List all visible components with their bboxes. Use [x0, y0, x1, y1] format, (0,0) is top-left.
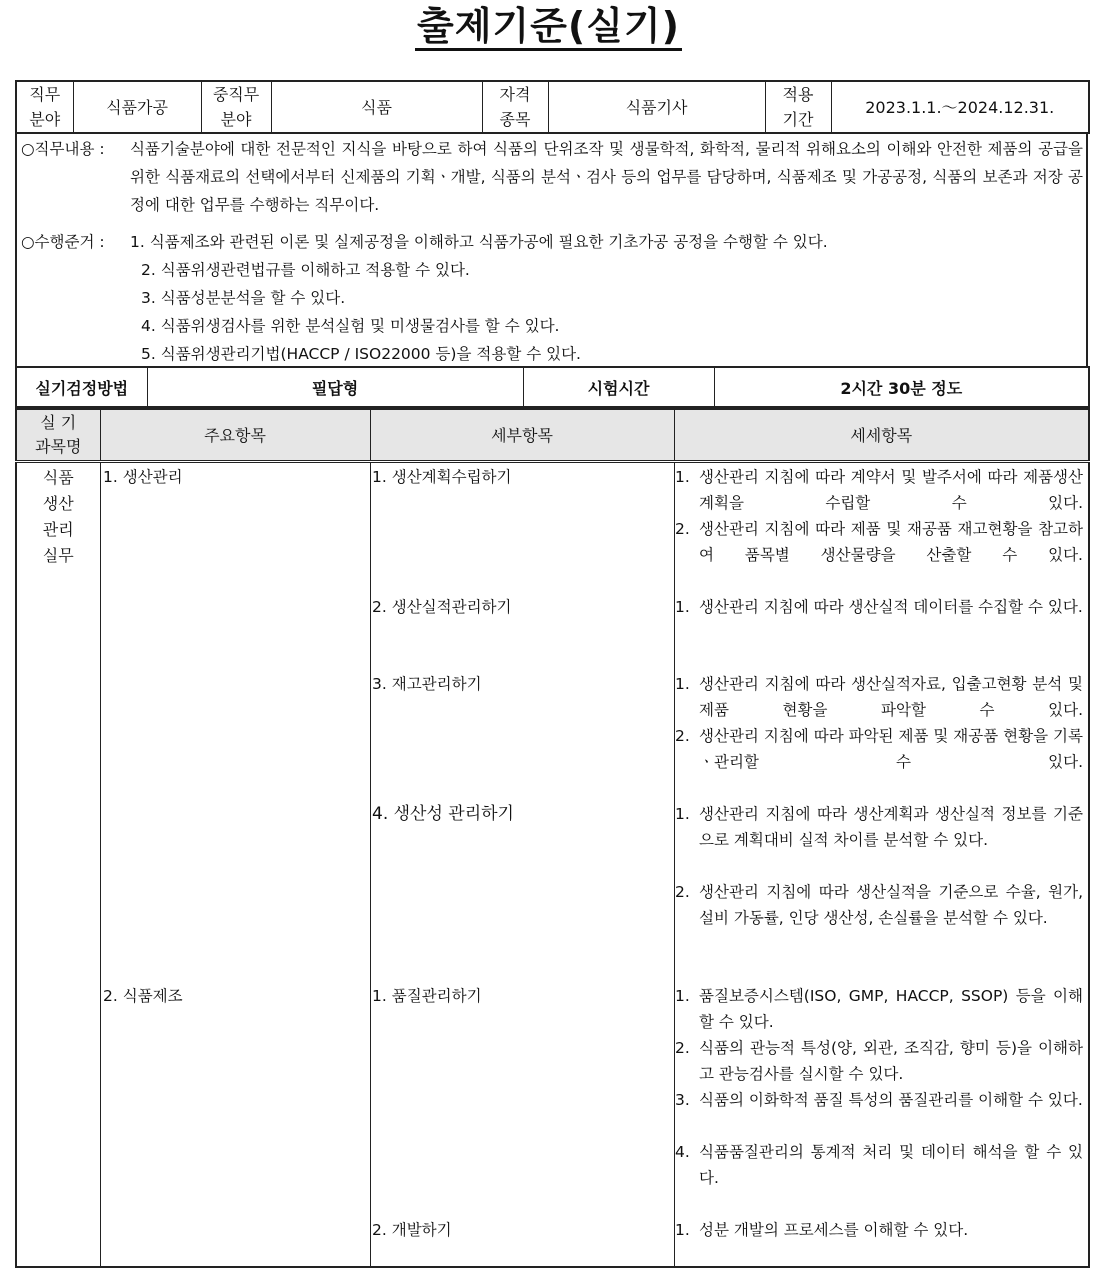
detail-item: 1. 품질보증시스템(ISO, GMP, HACCP, SSOP) 등을 이해할 수 있다. — [675, 987, 1083, 1031]
duty-content — [21, 135, 1083, 219]
detail-col — [674, 461, 1089, 1267]
detail-item: 2. 생산관리 지침에 따라 파악된 제품 및 재공품 현황을 기록ㆍ관리할 수 있다. — [675, 727, 1083, 771]
time-value: 2시간 30분 정도 — [714, 367, 1089, 407]
job-field-value: 식품가공 — [73, 81, 201, 133]
method-label: 실기검정방법 — [16, 367, 147, 407]
detail-item: 2. 생산관리 지침에 따라 생산실적을 기준으로 수율, 원가, 설비 가동률, 인당 생산성, 손실률을 분석할 수 있다. — [675, 883, 1083, 927]
detail-item: 2. 생산관리 지침에 따라 제품 및 재공품 재고현황을 참고하여 품목별 생산물량을 산출할 수 있다. — [675, 520, 1083, 564]
detail-item: 1. 생산관리 지침에 따라 생산실적자료, 입출고현황 분석 및 제품 현황을 파악할 수 있다. — [675, 675, 1083, 719]
detail-item: 3. 식품의 이화학적 품질 특성의 품질관리를 이해할 수 있다. — [675, 1091, 1083, 1109]
subject-name: 식품 생산 관리 실무 — [16, 461, 100, 1267]
detail-item: 4. 식품품질관리의 통계적 처리 및 데이터 해석을 할 수 있다. — [675, 1143, 1083, 1187]
criteria-item-1: 1. 식품제조와 관련된 이론 및 실제공정을 이해하고 식품가공에 필요한 기초가공 공정을 수행할 수 있다. — [130, 233, 828, 251]
main-col — [100, 461, 370, 1267]
duty-label: ○직무내용 : — [21, 140, 105, 158]
detail-item: 1. 성분 개발의 프로세스를 이해할 수 있다. — [675, 1221, 969, 1239]
header-detail: 세세항목 — [674, 409, 1089, 461]
main-item-1: 1. 생산관리 — [103, 468, 183, 486]
detail-item: 1. 생산관리 지침에 따라 생산계획과 생산실적 정보를 기준으로 계획대비 실적 차이를 분석할 수 있다. — [675, 805, 1083, 849]
criteria-label: ○수행준거 : — [21, 233, 105, 251]
duty-text: 식품기술분야에 대한 전문적인 지식을 바탕으로 하여 식품의 단위조작 및 생물학적, 화학적, 물리적 위해요소의 이해와 안전한 제품의 공급을 위한 식품재료의 선택에서부터 신제품의 기획ㆍ개발, 식품의 분석ㆍ검사 등의 업무를 담당하며, 식품제조 및 가공공정, 식품의 보존과 저장 공정에 대한 업무를 수행하는 직무이다. — [130, 140, 1083, 214]
header-subject: 실 기 과목명 — [16, 409, 100, 461]
criteria-content — [21, 228, 1083, 368]
cert-label: 자격 종목 — [482, 81, 548, 133]
info-table — [15, 80, 1090, 134]
header-sub: 세부항목 — [370, 409, 674, 461]
detail-item: 2. 식품의 관능적 특성(양, 외관, 조직감, 향미 등)을 이해하고 관능검사를 실시할 수 있다. — [675, 1039, 1083, 1083]
criteria-item-5: 5. 식품위생관리기법(HACCP / ISO22000 등)을 적용할 수 있다. — [141, 345, 581, 363]
mid-field-label: 중직무 분야 — [201, 81, 271, 133]
detail-item: 1. 생산관리 지침에 따라 생산실적 데이터를 수집할 수 있다. — [675, 598, 1083, 616]
sub-item: 4. 생산성 관리하기 — [372, 804, 514, 824]
sub-item: 1. 품질관리하기 — [372, 987, 482, 1005]
method-value: 필답형 — [147, 367, 523, 407]
page-title — [0, 4, 1097, 51]
cert-value: 식품기사 — [548, 81, 765, 133]
criteria-table — [15, 408, 1090, 1268]
main-item-2: 2. 식품제조 — [103, 987, 183, 1005]
period-label: 적용 기간 — [765, 81, 831, 133]
method-table — [15, 366, 1090, 408]
detail-item: 1. 생산관리 지침에 따라 계약서 및 발주서에 따라 제품생산 계획을 수립할 수 있다. — [675, 468, 1083, 512]
sub-item: 3. 재고관리하기 — [372, 675, 482, 693]
sub-col — [370, 461, 674, 1267]
sub-item: 2. 생산실적관리하기 — [372, 598, 512, 616]
description-block — [15, 133, 1088, 366]
title-text: 출제기준(실기) — [415, 4, 682, 51]
sub-item: 1. 생산계획수립하기 — [372, 468, 512, 486]
sub-item: 2. 개발하기 — [372, 1221, 452, 1239]
period-value: 2023.1.1.～2024.12.31. — [831, 81, 1089, 133]
criteria-item-3: 3. 식품성분분석을 할 수 있다. — [141, 289, 346, 307]
criteria-item-2: 2. 식품위생관련법규를 이해하고 적용할 수 있다. — [141, 261, 470, 279]
job-field-label: 직무 분야 — [16, 81, 73, 133]
time-label: 시험시간 — [523, 367, 714, 407]
criteria-item-4: 4. 식품위생검사를 위한 분석실험 및 미생물검사를 할 수 있다. — [141, 317, 560, 335]
header-main: 주요항목 — [100, 409, 370, 461]
mid-field-value: 식품 — [271, 81, 482, 133]
